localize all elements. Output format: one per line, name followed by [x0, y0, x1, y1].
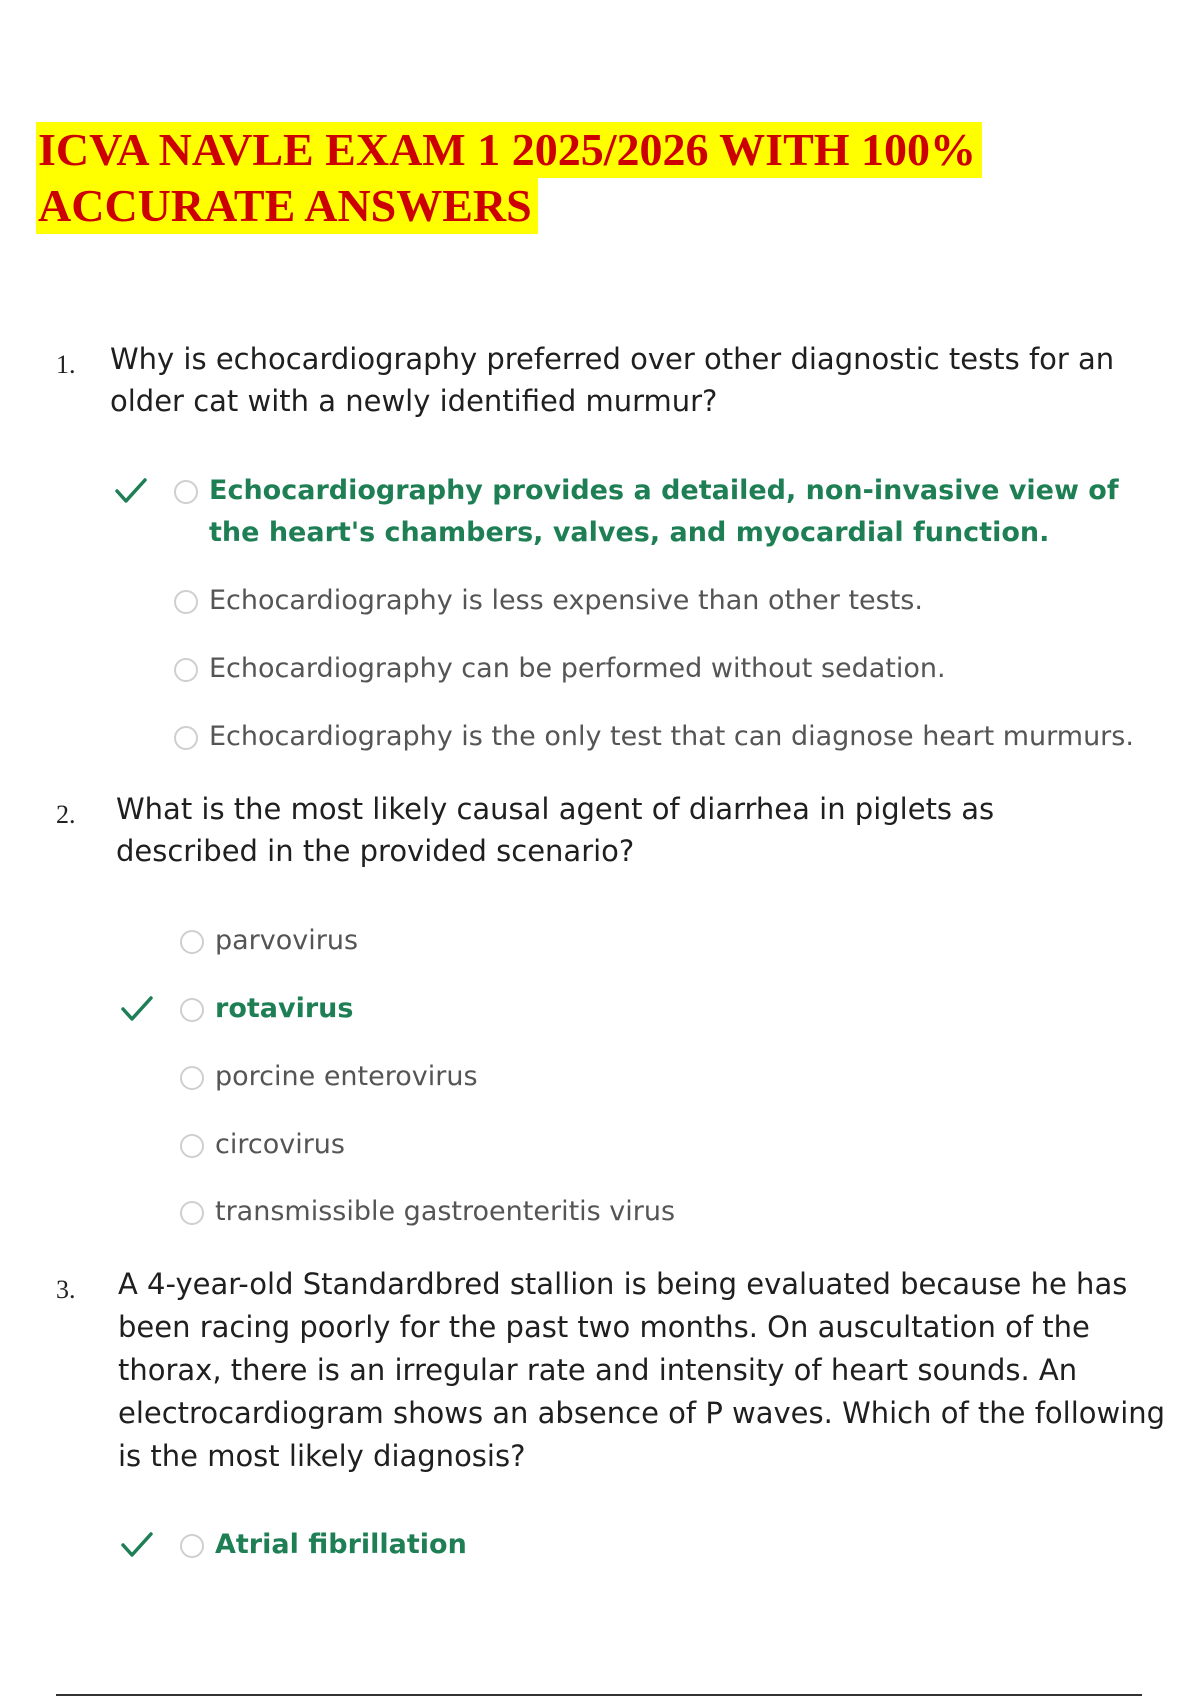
answer-option[interactable]	[180, 1056, 478, 1098]
option-text: transmissible gastroenteritis virus	[215, 1196, 676, 1227]
radio-button[interactable]	[174, 480, 198, 504]
checkmark-icon	[120, 1530, 154, 1560]
question-text: What is the most likely causal agent of diarrhea in piglets as described in the provided scenario?	[116, 792, 995, 868]
option-text: Echocardiography can be performed without sedation.	[209, 653, 946, 684]
answer-option[interactable]	[180, 988, 353, 1030]
document-title	[36, 122, 982, 234]
option-text: parvovirus	[215, 925, 359, 956]
option-text: circovirus	[215, 1129, 345, 1160]
option-text: Atrial fibrillation	[215, 1529, 467, 1560]
option-text: Echocardiography is the only test that can diagnose heart murmurs.	[209, 721, 1134, 752]
page-divider	[56, 1694, 1142, 1696]
answer-option[interactable]	[180, 1191, 675, 1233]
option-text: Echocardiography is less expensive than other tests.	[209, 585, 923, 616]
radio-button[interactable]	[180, 1134, 204, 1158]
option-text: rotavirus	[215, 993, 354, 1024]
radio-button[interactable]	[174, 590, 198, 614]
answer-option[interactable]	[174, 648, 1134, 690]
question-text: A 4-year-old Standardbred stallion is being evaluated because he has been racing poorly for the past two months. On auscultation of the thorax, there is an irregular rate and intensity of heart sounds. An electrocardiogram shows an absence of P waves. Which of the following is the most likely diagnosis?	[118, 1267, 1166, 1473]
answer-option[interactable]	[180, 1124, 345, 1166]
radio-button[interactable]	[180, 998, 204, 1022]
answer-option[interactable]	[180, 920, 358, 962]
title-line-1: ICVA NAVLE EXAM 1 2025/2026 WITH 100%	[36, 122, 982, 178]
radio-button[interactable]	[180, 1534, 204, 1558]
option-text: Echocardiography provides a detailed, non-invasive view of the heart's chambers, valves, and myocardial function.	[209, 475, 1119, 548]
checkmark-icon	[114, 476, 148, 506]
question-number: 2.	[56, 800, 76, 829]
option-text: porcine enterovirus	[215, 1061, 478, 1092]
radio-button[interactable]	[174, 726, 198, 750]
answer-option[interactable]	[174, 716, 1174, 758]
radio-button[interactable]	[180, 1066, 204, 1090]
question-text: Why is echocardiography preferred over other diagnostic tests for an older cat with a newly identified murmur?	[110, 342, 1115, 418]
question-number: 1.	[56, 350, 76, 379]
radio-button[interactable]	[180, 930, 204, 954]
answer-option[interactable]	[180, 1524, 467, 1566]
checkmark-icon	[120, 994, 154, 1024]
radio-button[interactable]	[174, 658, 198, 682]
answer-option[interactable]	[174, 470, 1134, 554]
answer-option[interactable]	[174, 580, 1134, 622]
radio-button[interactable]	[180, 1201, 204, 1225]
title-line-2: ACCURATE ANSWERS	[36, 178, 538, 234]
question-number: 3.	[56, 1275, 76, 1304]
